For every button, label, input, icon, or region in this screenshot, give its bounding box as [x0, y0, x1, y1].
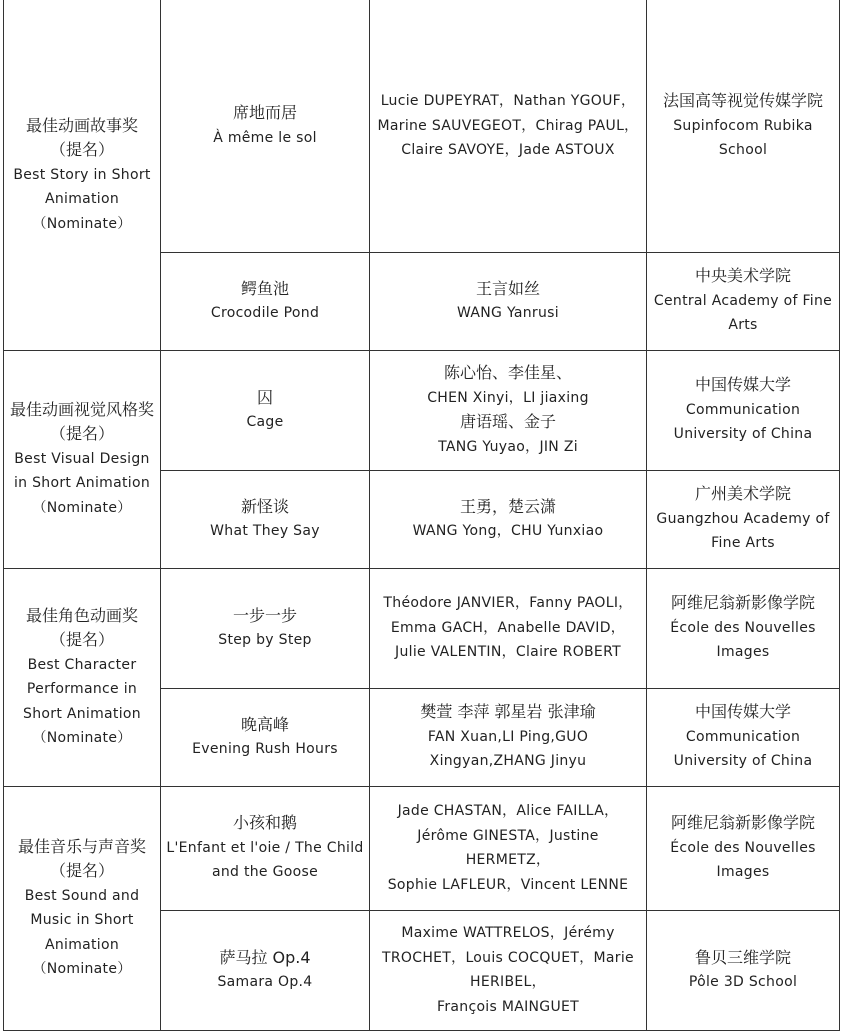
nominate-label-en: （Nominate） [32, 215, 132, 232]
film-title-en: Crocodile Pond [210, 305, 320, 321]
directors-cell [370, 350, 647, 470]
award-category-cn: 最佳音乐与声音奖 [17, 836, 146, 856]
directors-cell [370, 470, 647, 568]
school-name-en: Communication University of China [673, 728, 813, 770]
school-name-cn: 阿维尼翁新影像学院 [670, 593, 815, 613]
director-line: Théodore JANVIER，Fanny PAOLI， [383, 595, 633, 612]
film-title-cn: 萨马拉 Op.4 [219, 947, 311, 967]
nominees-table [3, 0, 840, 1031]
table-row [4, 350, 840, 470]
nominate-label-cn: （提名） [49, 140, 114, 159]
director-line: 王言如丝 [475, 278, 540, 298]
film-title-cn: 囚 [256, 387, 273, 407]
director-line: HERIBEL， [470, 974, 546, 990]
award-category-cell [4, 786, 161, 1030]
film-title-cn: 一步一步 [232, 605, 297, 625]
director-line: Maxime WATTRELOS，Jérémy [401, 925, 615, 941]
award-category-cn: 最佳动画视觉风格奖 [9, 399, 154, 419]
school-name-en: Pôle 3D School [688, 974, 798, 990]
film-title-cell [161, 350, 370, 470]
director-line: Claire SAVOYE，Jade ASTOUX [401, 142, 615, 158]
school-name-cn: 中国传媒大学 [694, 375, 791, 395]
school-name-cn: 法国高等视觉传媒学院 [662, 91, 823, 110]
director-line: Julie VALENTIN，Claire ROBERT [395, 644, 621, 661]
film-title-cell [161, 568, 370, 688]
table-row [4, 0, 840, 252]
director-line: FAN Xuan,LI Ping,GUO [427, 728, 589, 745]
film-title-cn: 晚高峰 [240, 714, 289, 734]
directors-cell [370, 568, 647, 688]
award-category-cn: 最佳角色动画奖 [25, 605, 138, 625]
film-title-cell [161, 0, 370, 252]
director-line: Jade CHASTAN，Alice FAILLA， [397, 803, 619, 819]
school-cell [647, 252, 840, 350]
school-name-en: Guangzhou Academy of Fine Arts [656, 510, 830, 552]
director-line: TROCHET，Louis COCQUET，Marie [382, 949, 634, 966]
award-category-en: Best Character Performance in Short Animation [23, 656, 141, 722]
award-category-cell [4, 350, 161, 568]
director-line: Marine SAUVEGEOT，Chirag PAUL， [377, 117, 639, 134]
film-title-cn: 鳄鱼池 [240, 278, 289, 298]
school-cell [647, 688, 840, 786]
director-line: 樊萱 李萍 郭星岩 张津瑜 [420, 702, 596, 722]
directors-cell [370, 0, 647, 252]
director-line: François MAINGUET [437, 998, 579, 1015]
film-title-cell [161, 910, 370, 1030]
school-cell [647, 0, 840, 252]
award-category-cell [4, 0, 161, 350]
director-line: CHEN Xinyi，LI jiaxing [427, 389, 589, 406]
director-line: Lucie DUPEYRAT，Nathan YGOUF， [380, 93, 636, 109]
film-title-cell [161, 786, 370, 910]
table-row [4, 786, 840, 910]
school-name-en: École des Nouvelles Images [670, 619, 816, 661]
school-name-cn: 中央美术学院 [694, 266, 791, 286]
award-category-en: Best Story in Short Animation [13, 166, 151, 207]
film-title-en: Cage [246, 414, 284, 430]
school-name-en: Communication University of China [673, 401, 813, 443]
school-cell [647, 350, 840, 470]
school-name-cn: 中国传媒大学 [694, 702, 791, 722]
nominate-label-cn: （提名） [49, 424, 114, 444]
film-title-en: À même le sol [213, 129, 317, 146]
film-title-cn: 席地而居 [232, 103, 297, 123]
nominate-label-cn: （提名） [49, 630, 114, 649]
director-line: Jérôme GINESTA，Justine [417, 827, 599, 844]
directors-cell [370, 786, 647, 910]
film-title-en: L'Enfant et l'oie / The Child and the Goose [166, 839, 364, 881]
director-line: 王勇，楚云潇 [459, 496, 556, 516]
film-title-en: Evening Rush Hours [192, 741, 338, 757]
school-name-en: École des Nouvelles Images [670, 839, 816, 881]
film-title-en: What They Say [210, 523, 320, 539]
director-line: 唐语瑶、金子 [459, 412, 556, 431]
nominate-label-en: （Nominate） [32, 961, 132, 977]
film-title-cell [161, 252, 370, 350]
director-line: Emma GACH，Anabelle DAVID， [390, 619, 626, 636]
school-name-en: Central Academy of Fine Arts [653, 292, 833, 334]
director-line: Sophie LAFLEUR，Vincent LENNE [387, 876, 629, 893]
school-cell [647, 786, 840, 910]
directors-cell [370, 910, 647, 1030]
director-line: Xingyan,ZHANG Jinyu [429, 753, 587, 770]
award-category-en: Best Visual Design in Short Animation [13, 450, 150, 492]
school-cell [647, 910, 840, 1030]
director-line: WANG Yanrusi [457, 305, 559, 321]
film-title-cn: 小孩和鹅 [232, 813, 297, 833]
director-line: WANG Yong，CHU Yunxiao [412, 523, 604, 539]
school-name-cn: 广州美术学院 [694, 484, 791, 504]
table-row [4, 568, 840, 688]
directors-cell [370, 688, 647, 786]
director-line: TANG Yuyao，JIN Zi [438, 438, 578, 455]
nominate-label-cn: （提名） [49, 861, 114, 880]
director-line: HERMETZ， [465, 852, 551, 868]
film-title-en: Samara Op.4 [217, 974, 313, 990]
school-cell [647, 568, 840, 688]
school-name-cn: 鲁贝三维学院 [694, 947, 791, 967]
award-category-cell [4, 568, 161, 786]
film-title-cell [161, 470, 370, 568]
award-category-cn: 最佳动画故事奖 [25, 115, 138, 135]
nominate-label-en: （Nominate） [32, 730, 132, 746]
school-name-cn: 阿维尼翁新影像学院 [670, 813, 815, 833]
directors-cell [370, 252, 647, 350]
film-title-cn: 新怪谈 [240, 496, 289, 516]
film-title-en: Step by Step [218, 632, 312, 648]
director-line: 陈心怡、李佳星、 [443, 363, 572, 382]
nominate-label-en: （Nominate） [32, 499, 132, 516]
school-name-en: Supinfocom Rubika School [673, 117, 813, 158]
school-cell [647, 470, 840, 568]
award-category-en: Best Sound and Music in Short Animation [24, 887, 140, 953]
film-title-cell [161, 688, 370, 786]
